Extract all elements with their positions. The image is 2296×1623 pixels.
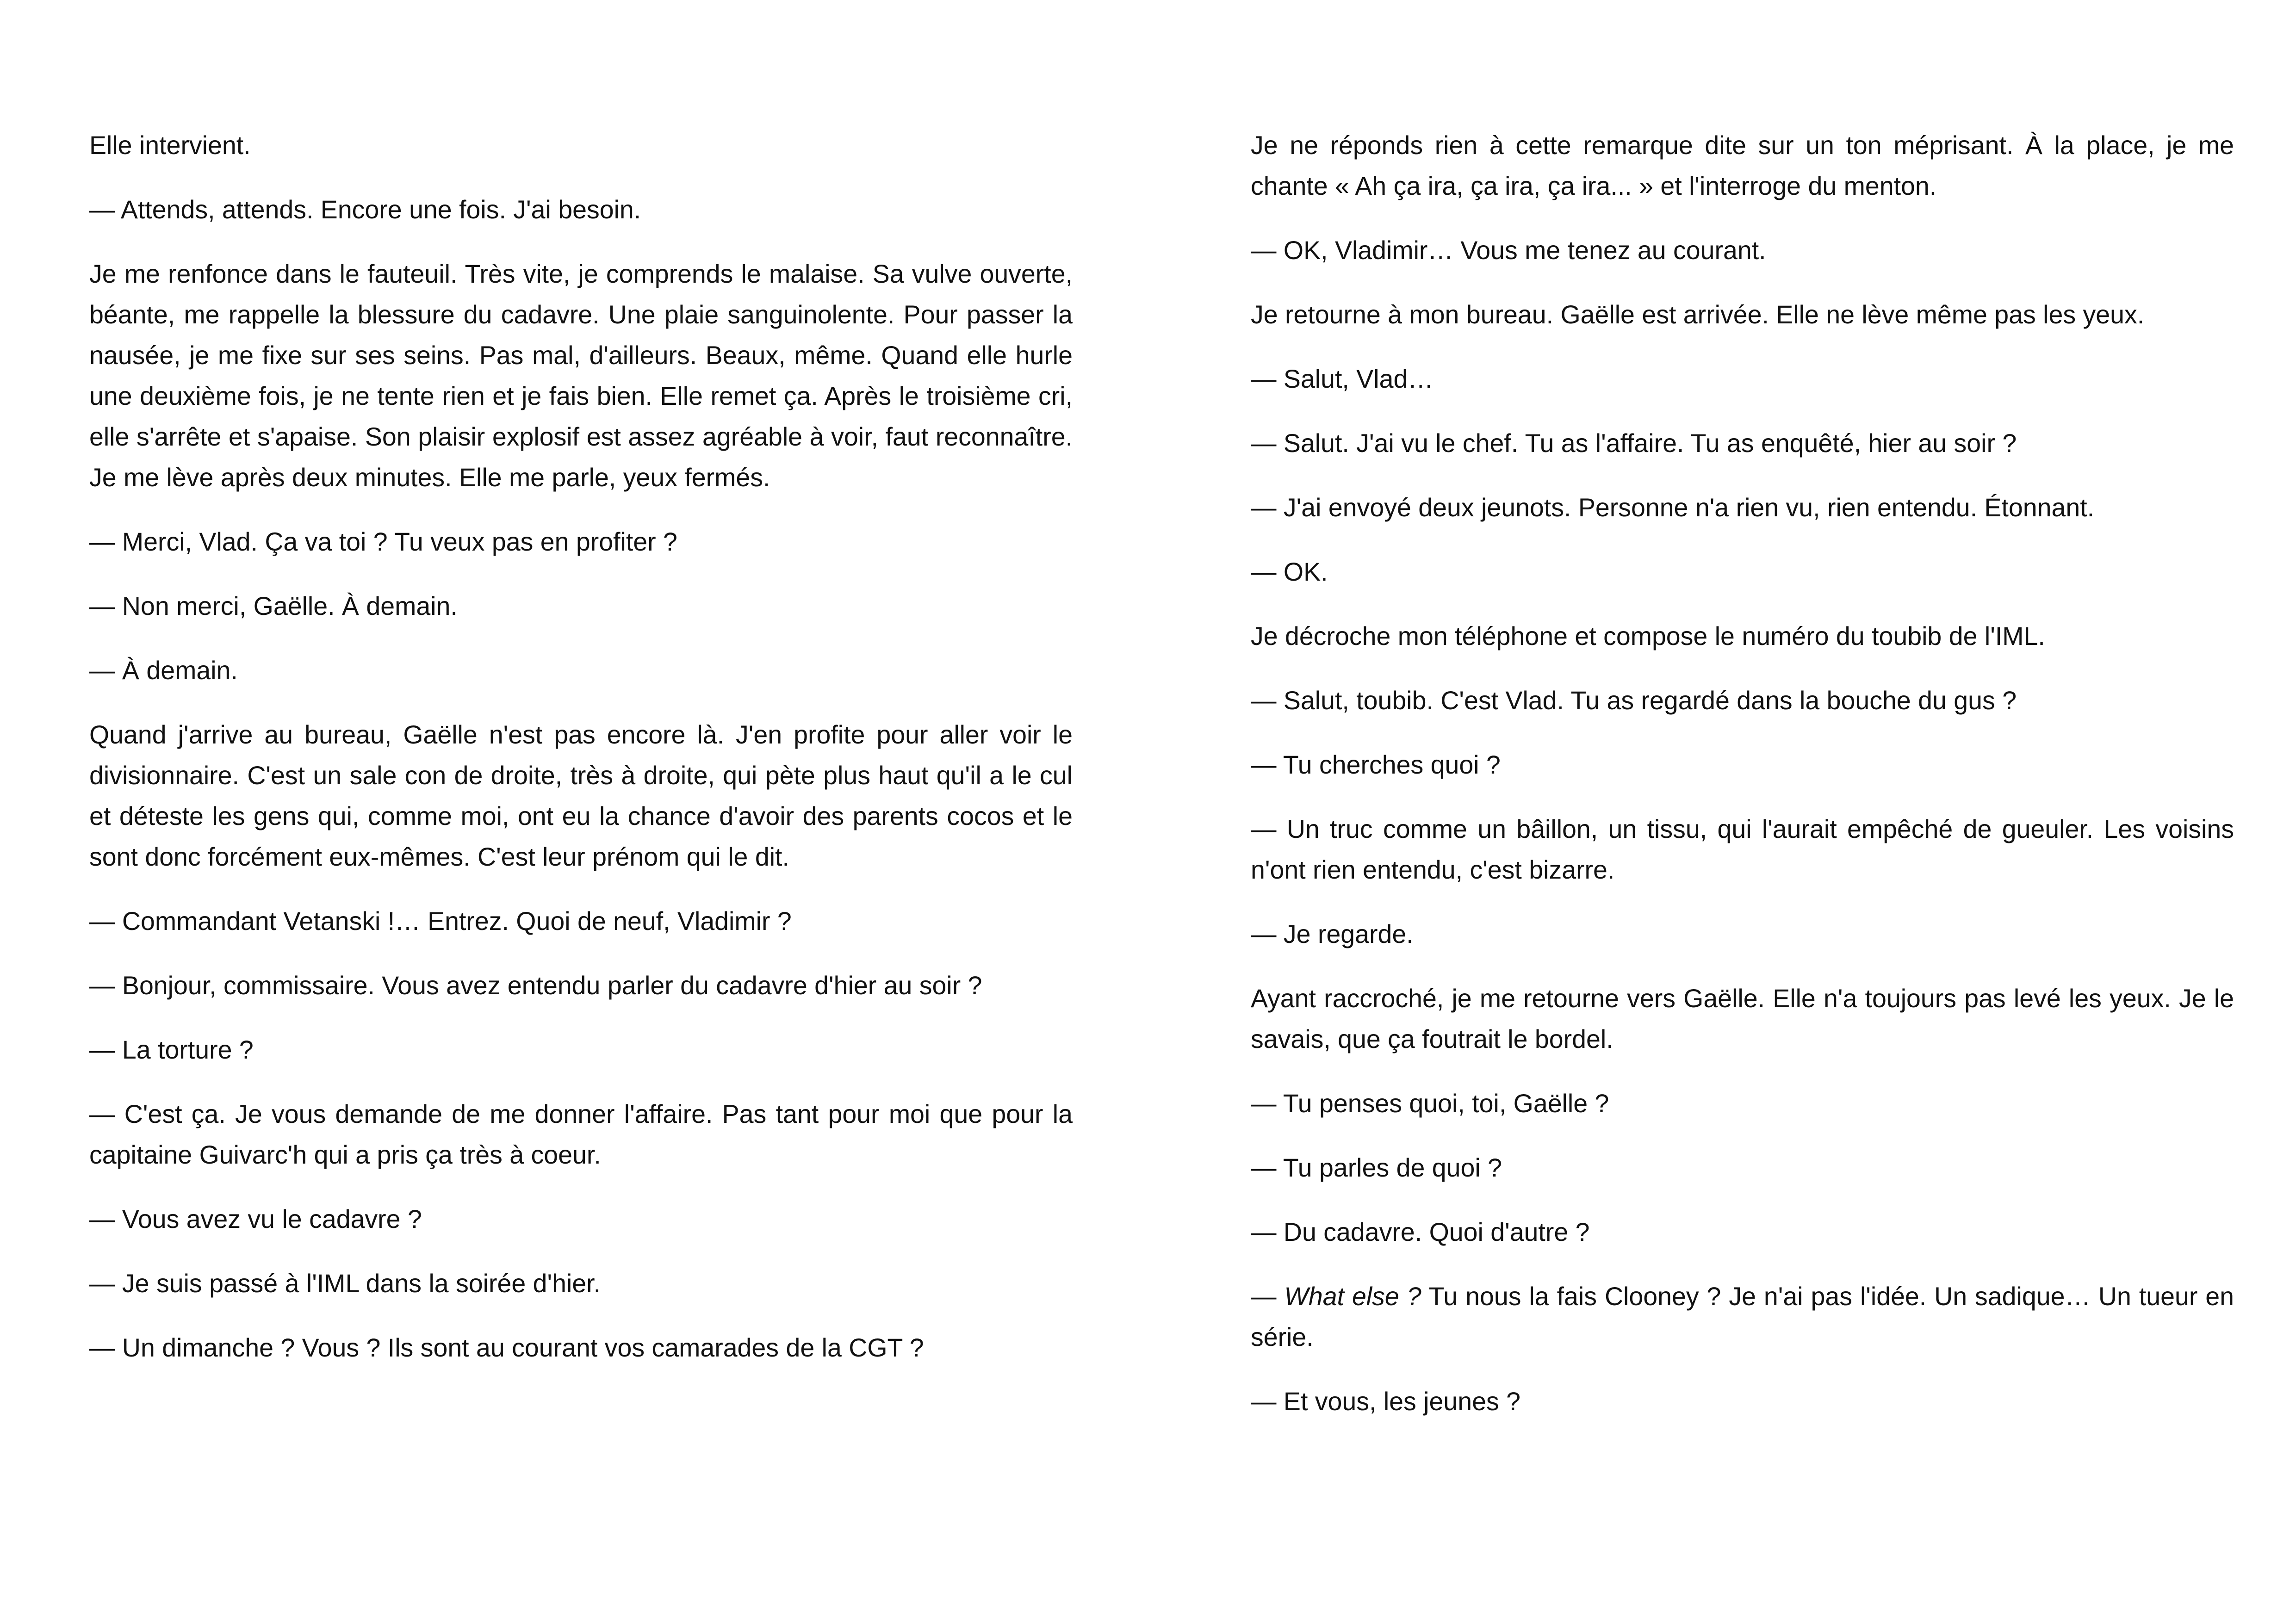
paragraph: — Merci, Vlad. Ça va toi ? Tu veux pas en profiter ? [89, 527, 677, 556]
paragraph-what-else [1251, 1276, 2234, 1357]
right-column [1251, 125, 2234, 1422]
paragraph: — La torture ? [89, 1035, 254, 1064]
paragraph: Ayant raccroché, je me retourne vers Gaëlle. Elle n'a toujours pas levé les yeux. Je le savais, que ça foutrait le bordel. [1251, 984, 2234, 1053]
left-column [89, 125, 1073, 1368]
italic-phrase: What else ? [1284, 1282, 1421, 1311]
paragraph: Je ne réponds rien à cette remarque dite sur un ton méprisant. À la place, je me chante « Ah ça ira, ça ira, ça ira... » et l'interroge du menton. [1251, 131, 2234, 200]
paragraph: — Attends, attends. Encore une fois. J'ai besoin. [89, 195, 641, 224]
paragraph: — Tu penses quoi, toi, Gaëlle ? [1251, 1089, 1609, 1118]
paragraph: — Non merci, Gaëlle. À demain. [89, 592, 458, 620]
paragraph: — Commandant Vetanski !… Entrez. Quoi de neuf, Vladimir ? [89, 907, 792, 935]
paragraph: — Bonjour, commissaire. Vous avez entendu parler du cadavre d'hier au soir ? [89, 971, 982, 1000]
paragraph-rest: Tu nous la fais Clooney ? Je n'ai pas l'idée. Un sadique… Un tueur en série. [1251, 1282, 2234, 1351]
paragraph: — OK, Vladimir… Vous me tenez au courant. [1251, 236, 1766, 265]
paragraph: — OK. [1251, 558, 1328, 586]
paragraph: — Et vous, les jeunes ? [1251, 1387, 1521, 1416]
paragraph: — Salut, Vlad… [1251, 365, 1433, 393]
paragraph: Je retourne à mon bureau. Gaëlle est arrivée. Elle ne lève même pas les yeux. [1251, 300, 2145, 329]
paragraph: — Tu cherches quoi ? [1251, 750, 1501, 779]
paragraph: — Du cadavre. Quoi d'autre ? [1251, 1218, 1590, 1246]
paragraph: — C'est ça. Je vous demande de me donner l'affaire. Pas tant pour moi que pour la capitaine Guivarc'h qui a pris ça très à coeur. [89, 1100, 1073, 1169]
paragraph: — Un truc comme un bâillon, un tissu, qui l'aurait empêché de gueuler. Les voisins n'ont rien entendu, c'est bizarre. [1251, 815, 2234, 884]
paragraph: — Je suis passé à l'IML dans la soirée d'hier. [89, 1269, 601, 1298]
paragraph: Elle intervient. [89, 131, 251, 160]
paragraph: Je décroche mon téléphone et compose le numéro du toubib de l'IML. [1251, 622, 2045, 650]
paragraph: — À demain. [89, 656, 238, 685]
dialogue-dash: — [1251, 1282, 1285, 1311]
paragraph: — Un dimanche ? Vous ? Ils sont au courant vos camarades de la CGT ? [89, 1333, 924, 1362]
paragraph: — J'ai envoyé deux jeunots. Personne n'a rien vu, rien entendu. Étonnant. [1251, 493, 2095, 522]
paragraph: — Vous avez vu le cadavre ? [89, 1205, 422, 1233]
paragraph: — Salut, toubib. C'est Vlad. Tu as regardé dans la bouche du gus ? [1251, 686, 2017, 715]
paragraph: — Tu parles de quoi ? [1251, 1153, 1502, 1182]
paragraph: — Salut. J'ai vu le chef. Tu as l'affaire. Tu as enquêté, hier au soir ? [1251, 429, 2017, 458]
paragraph: — Je regarde. [1251, 920, 1414, 948]
paragraph: Je me renfonce dans le fauteuil. Très vite, je comprends le malaise. Sa vulve ouverte, béante, me rappelle la blessure du cadavre. Une plaie sanguinolente. Pour passer la nausée, je me fixe sur ses seins. Pas mal, d'ailleurs. Beaux, même. Quand elle hurle une deuxième fois, je ne tente rien et je fais bien. Elle remet ça. Après le troisième cri, elle s'arrête et s'apaise. Son plaisir explosif est assez agréable à voir, faut reconnaître. Je me lève après deux minutes. Elle me parle, yeux fermés. [89, 260, 1073, 492]
paragraph: Quand j'arrive au bureau, Gaëlle n'est pas encore là. J'en profite pour aller voir le divisionnaire. C'est un sale con de droite, très à droite, qui pète plus haut qu'il a le cul et déteste les gens qui, comme moi, ont eu la chance d'avoir des parents cocos et le sont donc forcément eux-mêmes. C'est leur prénom qui le dit. [89, 720, 1073, 871]
